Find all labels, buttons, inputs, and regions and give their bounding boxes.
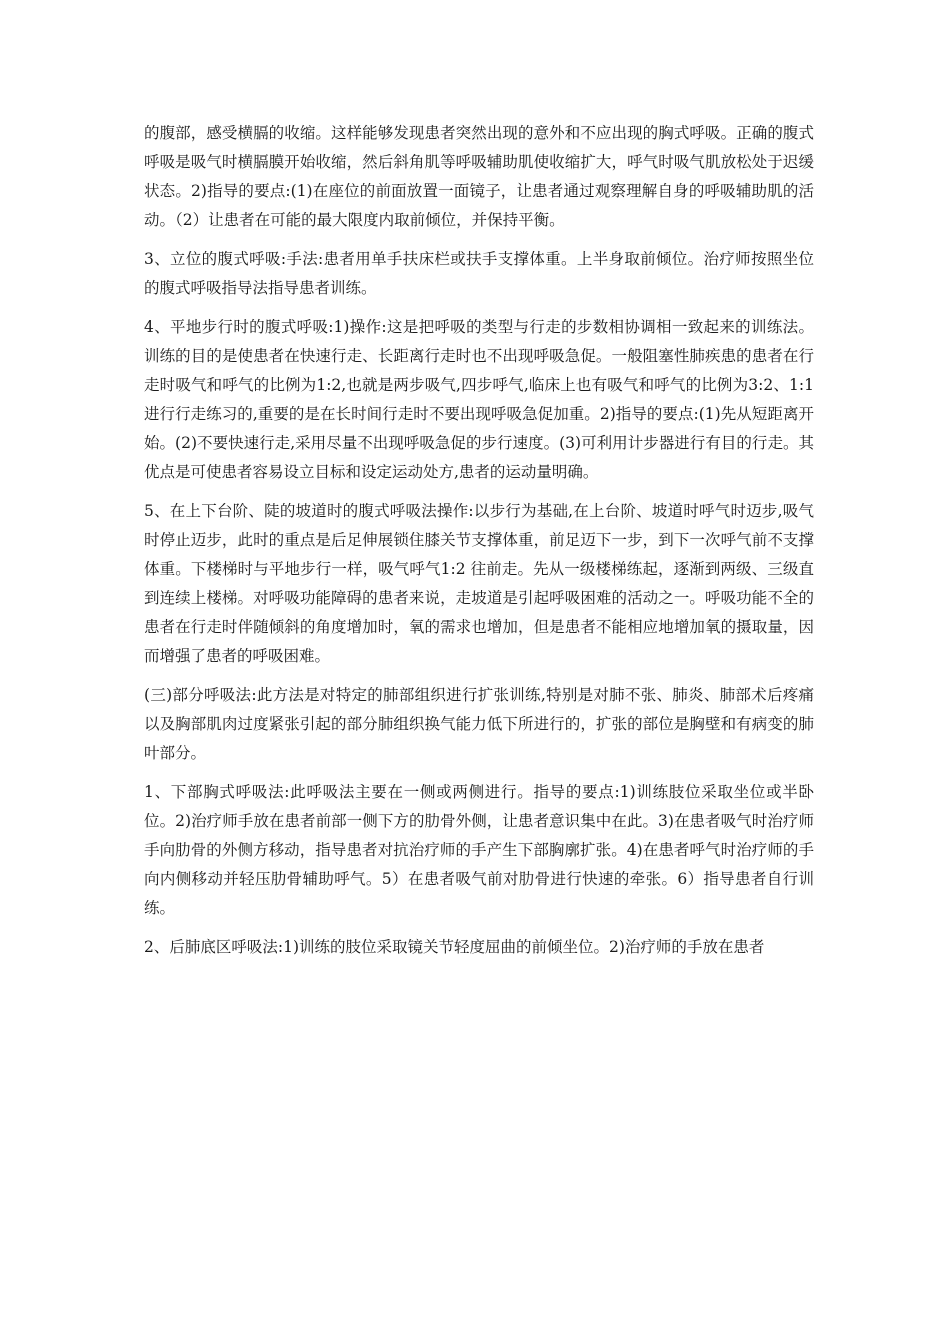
paragraph-partial-breathing: (三)部分呼吸法:此方法是对特定的肺部组织进行扩张训练,特别是对肺不张、肺炎、肺部术后疼痛以及胸部肌肉过度紧张引起的部分肺组织换气能力低下所进行的，扩张的部位是胸壁和有病变的肺叶部分。 xyxy=(144,686,814,762)
paragraph-stairs-slope-abdominal: 5、在上下台阶、陡的坡道时的腹式呼吸法操作:以步行为基础,在上台阶、坡道时呼气时迈步,吸气时停止迈步，此时的重点是后足伸展锁住膝关节支撑体重，前足迈下一步，到下一次呼气前不支撑体重。下楼梯时与平地步行一样，吸气呼气1:2 往前走。先从一级楼梯练起，逐渐到两级、三级直到连续上楼梯。对呼吸功能障碍的患者来说，走坡道是引起呼吸困难的活动之一。呼吸功能不全的患者在行走时伴随倾斜的角度增加时，氧的需求也增加，但是患者不能相应地增加氧的摄取量，因而增强了患者的呼吸困难。 xyxy=(144,502,814,665)
paragraph-walking-abdominal: 4、平地步行时的腹式呼吸:1)操作:这是把呼吸的类型与行走的步数相协调相一致起来的训练法。训练的目的是使患者在快速行走、长距离行走时也不出现呼吸急促。一般阻塞性肺疾患的患者在行走时吸气和呼气的比例为1:2,也就是两步吸气,四步呼气,临床上也有吸气和呼气的比例为3:2、1:1进行行走练习的,重要的是在长时间行走时不要出现呼吸急促加重。2)指导的要点:(1)先从短距离开始。(2)不要快速行走,采用尽量不出现呼吸急促的步行速度。(3)可利用计步器进行有目的行走。其优点是可使患者容易设立目标和设定运动处方,患者的运动量明确。 xyxy=(144,318,814,481)
paragraph-lower-chest-breathing: 1、下部胸式呼吸法:此呼吸法主要在一侧或两侧进行。指导的要点:1)训练肢位采取坐位或半卧位。2)治疗师手放在患者前部一侧下方的肋骨外侧，让患者意识集中在此。3)在患者吸气时治疗师手向肋骨的外侧方移动，指导患者对抗治疗师的手产生下部胸廓扩张。4)在患者呼气时治疗师的手向内侧移动并轻压肋骨辅助呼气。5）在患者吸气前对肋骨进行快速的牵张。6）指导患者自行训练。 xyxy=(144,783,814,917)
paragraph-posterior-basal-breathing: 2、后肺底区呼吸法:1)训练的肢位采取镜关节轻度屈曲的前倾坐位。2)治疗师的手放在患者 xyxy=(144,938,765,956)
paragraph-standing-abdominal: 3、立位的腹式呼吸:手法:患者用单手扶床栏或扶手支撑体重。上半身取前倾位。治疗师按照坐位的腹式呼吸指导法指导患者训练。 xyxy=(144,250,814,297)
document-body xyxy=(144,119,814,972)
paragraph-abdominal-sitting-cont: 的腹部，感受横膈的收缩。这样能够发现患者突然出现的意外和不应出现的胸式呼吸。正确的腹式呼吸是吸气时横膈膜开始收缩，然后斜角肌等呼吸辅助肌使收缩扩大，呼气时吸气肌放松处于迟缓状态。2)指导的要点:(1)在座位的前面放置一面镜子，让患者通过观察理解自身的呼吸辅助肌的活动。（2）让患者在可能的最大限度内取前倾位，并保持平衡。 xyxy=(144,124,814,229)
